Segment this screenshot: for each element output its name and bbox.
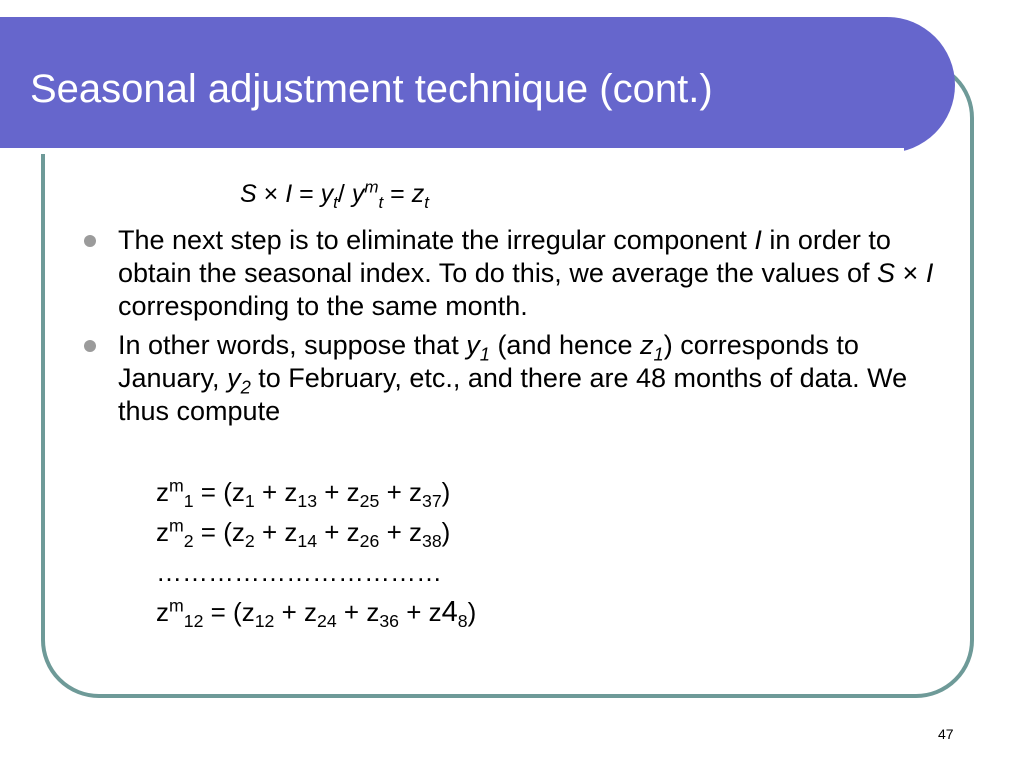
title-underline (0, 148, 904, 154)
formula-1: $z^m_1 = (z_1 + z_{13} + z_{25} + z_{37})$ (156, 475, 451, 512)
eq-t-1: t (333, 193, 338, 212)
eq-t-3: t (424, 193, 429, 212)
bullet-list (82, 224, 962, 434)
eq-y-2: y (351, 180, 365, 208)
top-equation (240, 177, 429, 212)
formula-ellipsis: …………………………… (156, 557, 442, 587)
eq-i: I (285, 180, 293, 208)
eq-times: × (263, 180, 279, 208)
eq-equals-1: = (299, 180, 314, 208)
formula-2: $z^m_2 = (z_2 + z_{14} + z_{26} + z_{38})$ (156, 515, 451, 552)
slide-title: Seasonal adjustment technique (cont.) (30, 67, 713, 111)
bullet-dot (84, 340, 96, 352)
eq-m: m (364, 177, 379, 197)
eq-s: S (240, 180, 257, 208)
eq-equals-2: = (390, 180, 405, 208)
bullet-dot (84, 235, 96, 247)
bullet-item-2: In other words, suppose that $y_1$ (and hence $z_1$) corresponds to January, $y_2$ to February, etc., and there are 48 months of data. We thus compute (82, 329, 962, 428)
eq-y: y (320, 180, 334, 208)
eq-slash: / (337, 180, 345, 208)
formula-list (156, 472, 476, 632)
eq-t-2: t (378, 193, 384, 212)
formula-3: $z^m_{12} = (z_{12} + z_{24} + z_{36} + z4_8)$ (156, 595, 477, 632)
page-number: 47 (938, 726, 954, 742)
bullet-item-1: The next step is to eliminate the irregular component I in order to obtain the seasonal index. To do this, we average the values of S × I corresponding to the same month. (82, 224, 962, 323)
eq-z: z (411, 180, 425, 208)
title-bar (0, 17, 955, 153)
